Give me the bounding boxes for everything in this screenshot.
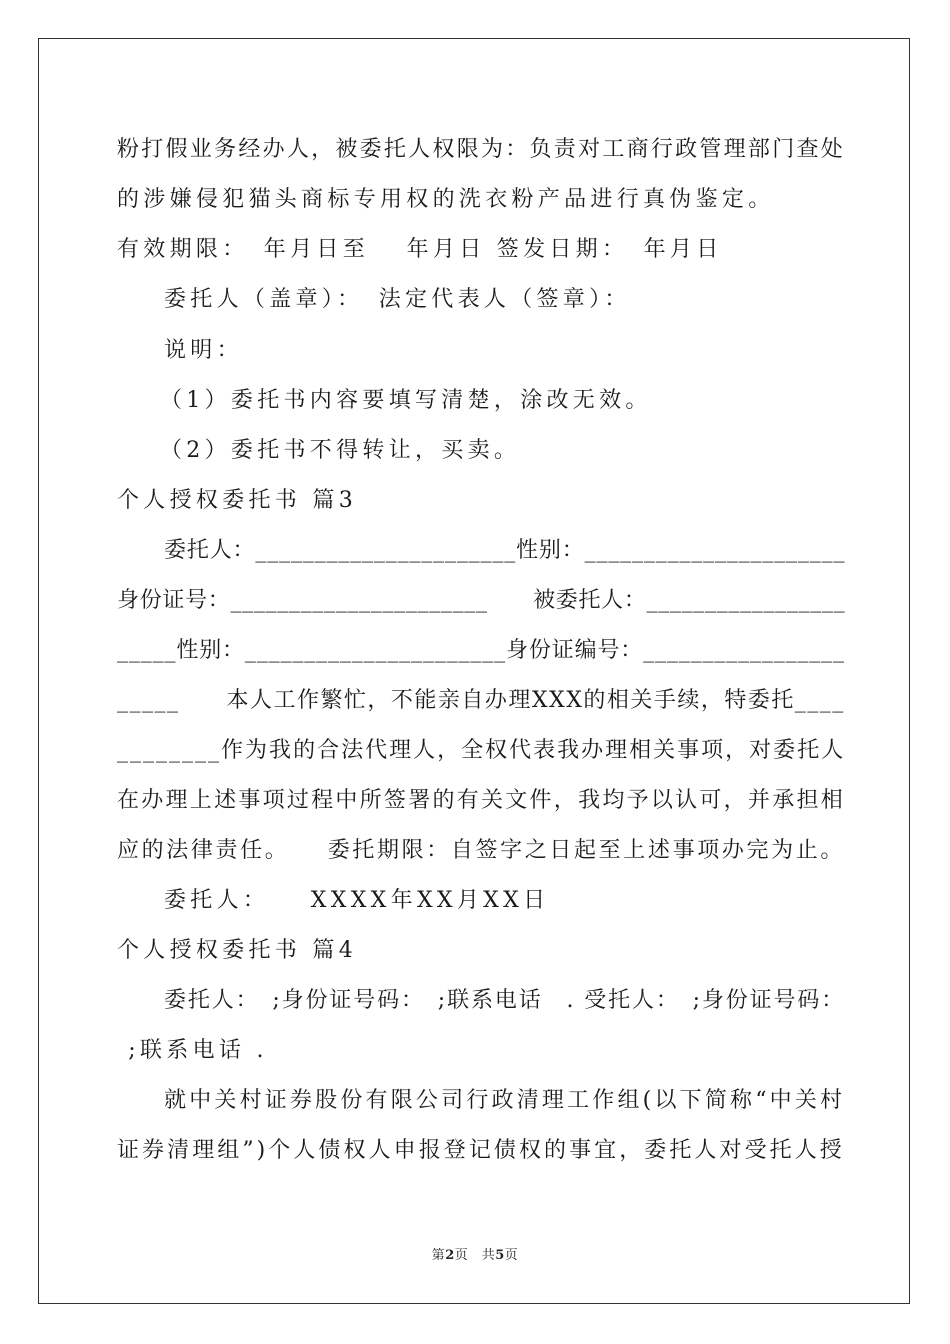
body-line: _____ 本人工作繁忙，不能亲自办理XXX的相关手续，特委托____ xyxy=(117,688,845,713)
section-title: 个人授权委托书 篇3 xyxy=(117,488,357,513)
body-line: 粉打假业务经办人，被委托人权限为：负责对工商行政管理部门查处 xyxy=(117,137,846,162)
current-page-number: 2 xyxy=(445,1248,455,1263)
total-page-number: 5 xyxy=(495,1248,505,1263)
signature-line: 委托人（盖章）： 法定代表人（签章）： xyxy=(164,287,631,312)
body-line: 就中关村证券股份有限公司行政清理工作组(以下简称“中关村 xyxy=(164,1088,846,1113)
body-line: ________作为我的合法代理人，全权代表我办理相关事项，对委托人 xyxy=(117,738,846,763)
body-line: 的涉嫌侵犯猫头商标专用权的洗衣粉产品进行真伪鉴定。 xyxy=(117,187,775,212)
form-line: 身份证号：______________________ 被委托人：_________________ xyxy=(117,588,846,613)
footer-mid: 页 共 xyxy=(454,1248,496,1263)
body-line: 应的法律责任。 委托期限：自签字之日起至上述事项办完为止。 xyxy=(117,838,846,863)
body-line: 证券清理组”)个人债权人申报登记债权的事宜，委托人对受托人授 xyxy=(117,1138,845,1163)
footer-suffix: 页 xyxy=(504,1248,519,1263)
validity-line: 有效期限： 年月日至 年月日 签发日期： 年月日 xyxy=(117,237,723,262)
note-item: （2）委托书不得转让，买卖。 xyxy=(160,438,521,463)
footer-prefix: 第 xyxy=(431,1248,446,1263)
form-line: ;联系电话 . xyxy=(117,1038,268,1063)
form-line: 委托人：______________________性别：______________________ xyxy=(164,538,846,563)
form-line: 委托人： ;身份证号码： ;联系电话 . 受托人： ;身份证号码： xyxy=(164,988,846,1013)
note-item: （1）委托书内容要填写清楚，涂改无效。 xyxy=(160,388,652,413)
section-title: 个人授权委托书 篇4 xyxy=(117,938,357,963)
signature-date-line: 委托人： XXXX年XX月XX日 xyxy=(164,888,550,913)
body-line: 在办理上述事项过程中所签署的有关文件，我均予以认可，并承担相 xyxy=(117,788,846,813)
page-footer xyxy=(0,1244,950,1263)
form-line: _____性别：______________________身份证编号：_________________ xyxy=(117,638,845,663)
notes-heading: 说明： xyxy=(164,338,243,363)
